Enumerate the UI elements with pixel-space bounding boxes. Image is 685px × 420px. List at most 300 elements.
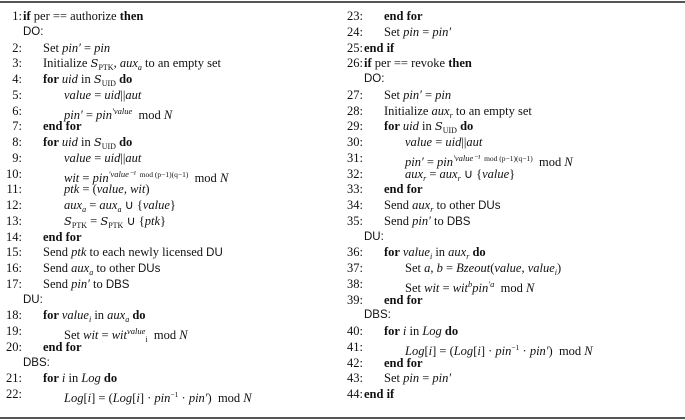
math-token: Send xyxy=(384,213,413,228)
actor-label: DBS: xyxy=(364,309,391,322)
math-token: || xyxy=(120,87,126,102)
math-token: · xyxy=(519,343,530,358)
math-token: Set xyxy=(405,280,425,295)
algorithm-line xyxy=(2,324,342,344)
math-token: in xyxy=(77,72,94,86)
math-token: i xyxy=(87,391,92,405)
math-token: Log xyxy=(64,391,84,405)
line-number: 10: xyxy=(6,166,22,181)
math-token: aux xyxy=(107,308,126,323)
math-token: pin xyxy=(92,170,109,185)
algorithm-line xyxy=(2,151,342,167)
keyword: end for xyxy=(384,292,423,307)
math-token: value xyxy=(527,261,555,275)
algorithm-line xyxy=(2,340,342,356)
keyword: end for xyxy=(384,182,423,197)
math-token: a xyxy=(125,315,130,325)
math-token: pin xyxy=(437,154,454,169)
keyword: for xyxy=(43,72,62,86)
algorithm-line xyxy=(2,167,342,183)
line-number: 4: xyxy=(12,72,22,86)
line-content xyxy=(364,41,394,57)
math-token: N xyxy=(525,280,535,295)
math-token: = xyxy=(419,24,433,39)
math-token: pin xyxy=(403,371,420,386)
line-number: 1: xyxy=(12,9,22,23)
math-token: uid xyxy=(61,135,78,149)
math-token: [ xyxy=(132,391,137,405)
math-token: Set xyxy=(384,24,404,39)
line-number: 43: xyxy=(347,371,363,386)
line-content xyxy=(64,151,141,167)
line-content xyxy=(43,340,82,356)
math-token: = xyxy=(442,261,457,275)
math-token: ′value⁻¹ xyxy=(108,168,136,179)
math-token: pin′ xyxy=(64,107,83,122)
line-number: 30: xyxy=(347,135,363,149)
line-number: 19: xyxy=(6,324,22,338)
keyword: if xyxy=(23,9,31,23)
math-token: aux xyxy=(405,166,424,181)
algorithm-line xyxy=(2,104,342,120)
line-number: 8: xyxy=(12,135,22,149)
algorithm-line xyxy=(343,387,683,403)
math-token: a xyxy=(424,261,431,275)
math-token: ) xyxy=(557,261,562,275)
math-token: [ xyxy=(83,391,88,405)
math-token: wit xyxy=(452,280,469,295)
math-token: Bzeout xyxy=(456,261,491,275)
math-token: i xyxy=(477,343,481,358)
math-token: i xyxy=(554,268,558,277)
math-token: in xyxy=(406,324,423,338)
algorithm-line xyxy=(2,182,342,198)
algorithm-line xyxy=(2,387,342,403)
algorithm-line xyxy=(343,88,683,104)
top-rule xyxy=(0,1,685,3)
line-content xyxy=(364,387,394,403)
keyword: for xyxy=(384,324,403,338)
math-token: mod xyxy=(494,280,526,295)
line-content xyxy=(43,245,223,262)
math-token: aut xyxy=(125,150,142,165)
line-number: 23: xyxy=(347,9,363,23)
algorithm-line xyxy=(343,261,683,277)
math-token: in xyxy=(91,308,108,323)
math-token: UID xyxy=(101,142,116,151)
math-token: pin′ xyxy=(71,276,90,291)
line-number: 34: xyxy=(347,198,363,212)
line-content xyxy=(43,277,129,294)
section-label xyxy=(2,25,342,41)
math-token: Set xyxy=(64,328,84,342)
math-token: a xyxy=(82,205,87,214)
math-token: N xyxy=(179,328,188,342)
keyword: end for xyxy=(43,229,82,244)
math-token: a xyxy=(137,63,142,73)
keyword: do xyxy=(115,135,133,149)
math-token: ∪ { xyxy=(123,213,145,228)
math-token: ′a xyxy=(488,278,495,289)
math-token: DU xyxy=(206,247,223,260)
math-token: aux xyxy=(439,166,458,181)
line-content xyxy=(384,324,458,340)
line-number: 15: xyxy=(6,245,22,260)
math-token: wit xyxy=(83,328,99,342)
algorithm-line xyxy=(2,308,342,324)
math-token: value xyxy=(61,308,89,323)
algorithm-line xyxy=(343,340,683,356)
math-token: Set xyxy=(384,87,404,102)
math-token: ( xyxy=(490,261,495,275)
algorithm-line xyxy=(343,167,683,183)
math-token: mod xyxy=(188,170,220,185)
math-token: a xyxy=(89,268,94,277)
line-number: 13: xyxy=(6,213,22,228)
math-token: value xyxy=(127,326,146,336)
math-token: pin′ xyxy=(432,24,452,39)
section-label xyxy=(343,72,683,88)
algorithm-line xyxy=(343,198,683,214)
math-token: to other xyxy=(433,198,479,212)
line-content xyxy=(384,356,423,372)
algorithm-line xyxy=(2,88,342,104)
math-token: pin xyxy=(94,40,111,55)
algorithm-line xyxy=(343,245,683,261)
math-token: r xyxy=(457,173,461,183)
math-token: } xyxy=(169,198,176,212)
math-token: pin′ xyxy=(405,154,424,169)
line-content xyxy=(43,230,82,246)
keyword: do xyxy=(100,371,118,386)
math-token: S xyxy=(64,213,72,228)
math-token: mod (p−1)(q−1) xyxy=(480,153,533,163)
math-token: , xyxy=(430,261,437,275)
keyword: do xyxy=(469,245,486,260)
math-token: wit xyxy=(130,182,146,197)
line-content xyxy=(384,293,423,309)
math-token: Set xyxy=(384,371,404,386)
algorithm-line xyxy=(343,41,683,57)
math-token: , xyxy=(521,261,528,275)
line-number: 35: xyxy=(347,213,363,228)
line-number: 38: xyxy=(347,276,363,291)
line-number: 33: xyxy=(347,182,363,197)
actor-label: DU: xyxy=(364,230,384,243)
math-token: Log xyxy=(81,371,101,386)
line-number: 36: xyxy=(347,245,363,260)
math-token: ′value xyxy=(112,105,133,116)
math-token: per == revoke xyxy=(371,56,449,71)
math-token: ptk xyxy=(71,245,87,260)
math-token: in xyxy=(418,119,435,134)
keyword: end if xyxy=(364,387,395,401)
algorithm-line xyxy=(2,9,342,25)
math-token: N xyxy=(564,154,573,169)
math-token: a xyxy=(117,205,122,214)
math-token: aux xyxy=(412,198,431,212)
math-token: uid xyxy=(402,119,419,134)
math-token: r xyxy=(449,110,453,120)
math-token: −1 xyxy=(170,390,179,399)
line-number: 5: xyxy=(12,87,22,102)
math-token: to an empty set xyxy=(452,103,532,118)
math-token: N xyxy=(584,343,593,358)
line-number: 31: xyxy=(347,150,363,165)
math-token: Log xyxy=(453,343,474,358)
line-content xyxy=(43,119,82,135)
line-content xyxy=(384,88,451,104)
math-token: pin xyxy=(435,87,452,102)
keyword: do xyxy=(441,324,459,338)
math-token: ] = ( xyxy=(91,391,113,405)
keyword: for xyxy=(384,119,403,134)
math-token: = xyxy=(91,150,105,165)
algorithm-line xyxy=(2,135,342,151)
keyword: do xyxy=(129,308,146,323)
section-label xyxy=(343,308,683,324)
math-token: PTK xyxy=(98,63,114,73)
algorithm-line xyxy=(343,356,683,372)
math-token: uid xyxy=(61,72,78,86)
math-token: to each newly licensed xyxy=(86,245,207,260)
math-token: PTK xyxy=(108,220,124,230)
math-token: in xyxy=(77,135,94,149)
math-token: aux xyxy=(119,56,138,71)
math-token: [ xyxy=(424,343,429,358)
math-token: r xyxy=(423,173,427,183)
keyword: for xyxy=(384,245,403,260)
math-token: aut xyxy=(125,87,142,102)
math-token: mod (p−1)(q−1) xyxy=(135,169,189,179)
math-token: DBS xyxy=(105,278,130,291)
line-number: 42: xyxy=(347,355,363,370)
line-number: 39: xyxy=(347,292,363,307)
math-token: i xyxy=(136,391,140,405)
keyword: end for xyxy=(43,339,82,354)
line-content xyxy=(43,41,110,57)
math-token: pin′ xyxy=(62,40,81,55)
math-token: value xyxy=(405,135,433,149)
math-token: b xyxy=(468,278,473,289)
math-token: mod xyxy=(147,328,180,342)
math-token: = xyxy=(423,154,438,169)
line-number: 28: xyxy=(347,103,363,118)
math-token: b xyxy=(436,261,443,275)
math-token: , xyxy=(113,56,120,71)
math-token: } xyxy=(160,213,167,228)
math-token: = xyxy=(421,87,436,102)
line-content xyxy=(384,9,423,25)
algorithm-line xyxy=(343,324,683,340)
math-token: wit xyxy=(64,170,80,185)
keyword: end for xyxy=(384,9,423,23)
math-token: ptk xyxy=(144,213,161,228)
math-token: i xyxy=(428,343,433,358)
math-token: mod xyxy=(132,107,164,122)
math-token: Log xyxy=(405,343,425,358)
math-token: = xyxy=(426,166,440,181)
algorithm-line xyxy=(2,371,342,387)
math-token: Initialize xyxy=(43,56,91,71)
line-number: 29: xyxy=(347,119,363,134)
line-number: 26: xyxy=(347,56,363,71)
math-token: || xyxy=(120,150,126,165)
math-token: mod xyxy=(532,154,565,169)
algorithm-line xyxy=(2,230,342,246)
math-token: Send xyxy=(43,245,72,260)
line-content xyxy=(364,56,472,72)
algorithm-line xyxy=(2,277,342,293)
math-token: = xyxy=(82,107,97,122)
math-token: pin′ xyxy=(412,213,431,228)
algorithm-line xyxy=(2,261,342,277)
actor-label: DU: xyxy=(23,293,43,306)
math-token: r xyxy=(430,205,434,214)
algorithm-line xyxy=(343,119,683,135)
actor-label: DO: xyxy=(364,73,385,85)
algorithm-line xyxy=(343,9,683,25)
math-token: −1 xyxy=(511,342,520,352)
algorithm-line xyxy=(343,104,683,120)
math-token: i xyxy=(402,324,407,338)
keyword: do xyxy=(456,119,474,134)
math-token: ] = ( xyxy=(432,343,454,358)
math-token: = xyxy=(86,198,100,212)
bottom-rule xyxy=(0,417,685,419)
algorithm-column-right xyxy=(343,9,683,403)
math-token: = xyxy=(439,280,453,295)
line-number: 40: xyxy=(347,324,363,338)
keyword: then xyxy=(448,56,472,71)
line-number: 37: xyxy=(347,261,363,275)
math-token: in xyxy=(432,245,449,260)
line-content xyxy=(384,214,470,231)
section-label xyxy=(343,230,683,246)
math-token: S xyxy=(100,213,109,228)
math-token: Set xyxy=(43,40,63,55)
math-token: = xyxy=(87,213,101,228)
math-token: , xyxy=(123,182,131,197)
math-token: aux xyxy=(448,245,467,260)
math-token: value xyxy=(64,150,92,165)
math-token: aux xyxy=(99,198,118,212)
line-number: 6: xyxy=(12,103,22,118)
keyword: end if xyxy=(364,40,395,55)
math-token: ∪ { xyxy=(460,166,483,181)
algorithm-line xyxy=(343,56,683,72)
line-number: 32: xyxy=(347,166,363,181)
math-token: pin xyxy=(472,280,489,295)
math-token: pin xyxy=(495,343,512,358)
line-number: 25: xyxy=(347,40,363,55)
math-token: i xyxy=(145,335,148,344)
math-token: = ( xyxy=(79,182,97,197)
line-content xyxy=(384,25,451,41)
math-token: to xyxy=(89,276,106,291)
line-number: 18: xyxy=(6,308,22,323)
line-number: 41: xyxy=(347,339,363,354)
section-label xyxy=(2,293,342,309)
math-token: wit xyxy=(424,280,440,295)
math-token: ∪ { xyxy=(121,198,143,212)
math-token: in xyxy=(65,371,82,386)
keyword: end for xyxy=(43,119,82,134)
math-token: PTK xyxy=(71,220,88,230)
math-token: S xyxy=(434,119,443,134)
keyword: for xyxy=(43,371,62,386)
algorithm-line xyxy=(343,135,683,151)
math-token: || xyxy=(461,135,467,149)
line-number: 44: xyxy=(347,387,363,401)
algorithm-line xyxy=(2,245,342,261)
math-token: wit xyxy=(111,328,128,342)
line-number: 21: xyxy=(6,371,22,386)
line-content xyxy=(43,371,117,387)
algorithm-line xyxy=(343,293,683,309)
math-token: ) mod xyxy=(548,343,585,358)
keyword: for xyxy=(43,308,62,323)
math-token: Send xyxy=(384,198,413,212)
line-content xyxy=(384,182,423,198)
math-token: = xyxy=(80,40,95,55)
algorithm-line xyxy=(2,72,342,88)
math-token: S xyxy=(93,135,102,149)
line-number: 17: xyxy=(6,276,22,291)
math-token: N xyxy=(243,391,252,405)
algorithm-line xyxy=(343,25,683,41)
keyword: end for xyxy=(384,355,423,370)
line-number: 7: xyxy=(12,119,22,134)
line-number: 9: xyxy=(12,150,22,165)
line-number: 14: xyxy=(6,229,22,244)
line-content xyxy=(23,9,143,25)
math-token: pin′ xyxy=(529,343,549,358)
math-token: aux xyxy=(431,103,450,118)
math-token: value xyxy=(64,87,92,102)
math-token: UID xyxy=(101,79,116,88)
math-token: i xyxy=(429,252,433,262)
line-number: 2: xyxy=(12,40,22,55)
math-token: Log xyxy=(112,391,133,405)
math-token: = xyxy=(419,371,433,386)
math-token: = xyxy=(432,135,446,149)
math-token: Set xyxy=(405,261,425,275)
math-token: i xyxy=(88,315,92,325)
math-token: } xyxy=(509,166,516,181)
line-content xyxy=(384,371,451,387)
math-token: aux xyxy=(71,261,90,275)
line-content xyxy=(405,135,482,151)
math-token: uid xyxy=(445,135,462,149)
math-token: ptk xyxy=(64,182,80,197)
math-token: ] · xyxy=(480,343,496,358)
math-token: = xyxy=(79,170,93,185)
math-token: pin′ xyxy=(188,391,208,405)
line-content xyxy=(64,182,150,198)
line-number: 27: xyxy=(347,87,363,102)
math-token: N xyxy=(219,170,229,185)
math-token: pin′ xyxy=(432,371,452,386)
algorithm-line xyxy=(2,198,342,214)
section-label xyxy=(2,356,342,372)
math-token: to an empty set xyxy=(141,56,222,71)
math-token: uid xyxy=(104,87,121,102)
math-token: value xyxy=(494,261,522,275)
math-token: DUs xyxy=(478,200,501,212)
keyword: for xyxy=(43,135,62,149)
math-token: Initialize xyxy=(384,103,432,118)
